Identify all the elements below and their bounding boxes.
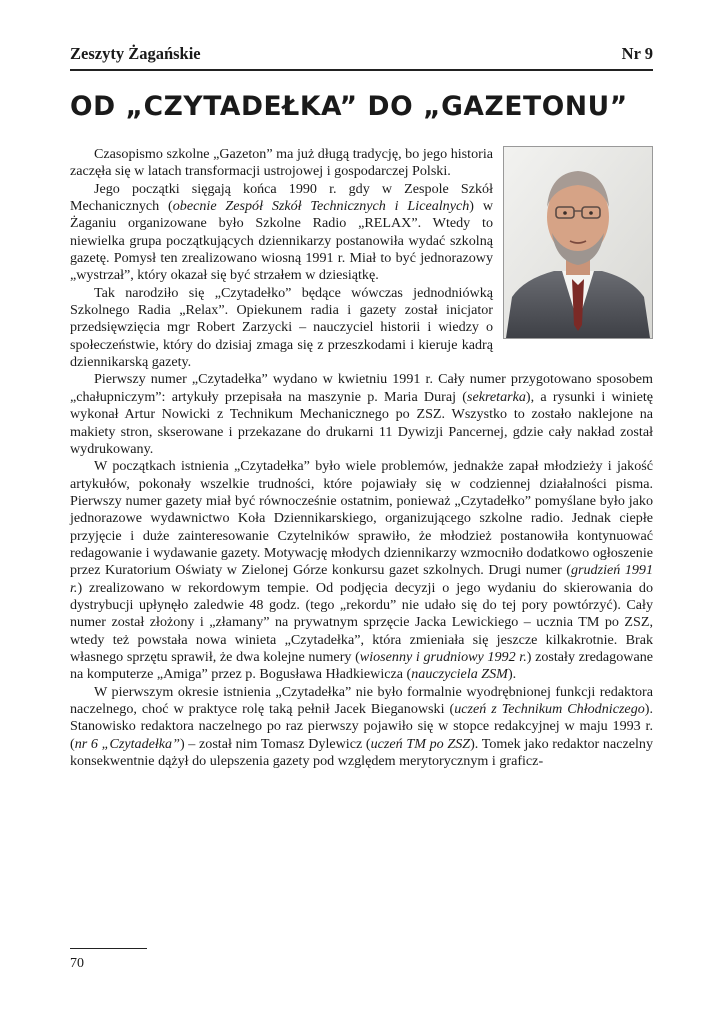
paragraph-6: W pierwszym okresie istnienia „Czytadełka” nie było formalnie wyodrębnionej funkcji redaktora naczelnego, choć w praktyce rolę taką pełnił Jacek Bieganowski (uczeń z Technikum Chłodniczego). Stanowisko redaktora naczelnego po raz pierwszy pojawiło się w stopce redakcyjnej w maju 1993 r. (nr 6 „Czytadełka”) – został nim Tomasz Dylewicz (uczeń TM po ZSZ). Tomek jako redaktor naczelny konsekwentnie dążył do ulepszenia gazety pod względem merytorycznym i graficz-	[70, 683, 654, 770]
article-title: OD „CZYTADEŁKA” DO „GAZETONU”	[70, 91, 628, 122]
paragraph-1: Czasopismo szkolne „Gazeton” ma już długą tradycję, bo jego historia zaczęła się w latach transformacji ustrojowej i gospodarczej Polski.	[70, 146, 493, 180]
page-number: 70	[70, 956, 84, 971]
running-header	[70, 44, 653, 64]
paragraph-3: Tak narodziło się „Czytadełko” będące wówczas jednodniówką Szkolnego Radia „Relax”. Opiekunem radia i gazety został inicjator przedsięwzięcia mgr Robert Zarzycki – nauczyciel historii i wiedzy o społeczeństwie, który do dzisiaj zmaga się z przeszkodami i kieruje kadrą dziennikarską gazety.	[70, 284, 493, 371]
journal-name: Zeszyty Żagańskie	[70, 44, 201, 63]
portrait-icon	[504, 147, 652, 338]
article-body	[70, 146, 653, 770]
paragraph-4: Pierwszy numer „Czytadełka” wydano w kwietniu 1991 r. Cały numer przygotowano sposobem „chałupniczym”: artykuły przepisała na maszynie p. Maria Duraj (sekretarka), a rysunki i winietę wykonał Artur Nowicki z Technikum Mechanicznego po ZSZ. Wszystko to zostało naklejone na makiety stron, skserowane i przekazane do drukarni 11 Dywizji Pancernej, gdzie cały nakład został wydrukowany.	[70, 371, 653, 457]
paragraph-2: Jego początki sięgają końca 1990 r. gdy w Zespole Szkół Mechanicznych (obecnie Zespół Szkół Technicznych i Licealnych) w Żaganiu organizowane było Szkolne Radio „RELAX”. Wtedy to niewielka grupa początkujących dziennikarzy postanowiła wydać szkolną gazetę. Pomysł ten zrealizowano wiosną 1991 r. Miał to być jednorazowy „wystrzał”, który okazał się być strzałem w dziesiątkę.	[70, 180, 493, 284]
paragraph-5: W początkach istnienia „Czytadełka” było wiele problemów, jednakże zapał młodzieży i jakość artykułów, pokonały wszelkie trudności, które pojawiały się w codziennej działalności pisma. Pierwszy numer gazety miał być równocześnie ostatnim, ponieważ „Czytadełko” pomyślane było jako jednorazowe wydawnictwo Koła Dziennikarskiego, organizującego szkolne radio. Jednak ciepłe przyjęcie i duże zainteresowanie Czytelników sprawiło, że młodzież postanowiła kontynuować redagowanie i wydawanie gazety. Motywację młodych dziennikarzy wzmocniło dodatkowo ogłoszenie przez Kuratorium Oświaty w Zielonej Górze konkursu gazet szkolnych. Drugi numer (grudzień 1991 r.) zrealizowano w rekordowym tempie. Od podjęcia decyzji o jego wydaniu do skierowania do dystrybucji upłynęło zaledwie 48 godz. (tego „rekordu” nie udało się do tej pory powtórzyć). Cały numer został złożony i „złamany” na prywatnym sprzęcie Jacka Lewickiego – ucznia TM po ZSZ, wtedy też powstała nowa winieta „Czytadełka”, która zmieniała się jeszcze kilkakrotnie. Brak własnego sprzętu sprawił, że dwa kolejne numery (wiosenny i grudniowy 1992 r.) zostały zredagowane na komputerze „Amiga” przez p. Bogusława Hładkiewicza (nauczyciela ZSM).	[70, 458, 654, 683]
footer-rule	[70, 948, 147, 949]
header-rule	[70, 69, 653, 71]
portrait-photo	[503, 146, 653, 339]
issue-number: Nr 9	[621, 44, 653, 63]
